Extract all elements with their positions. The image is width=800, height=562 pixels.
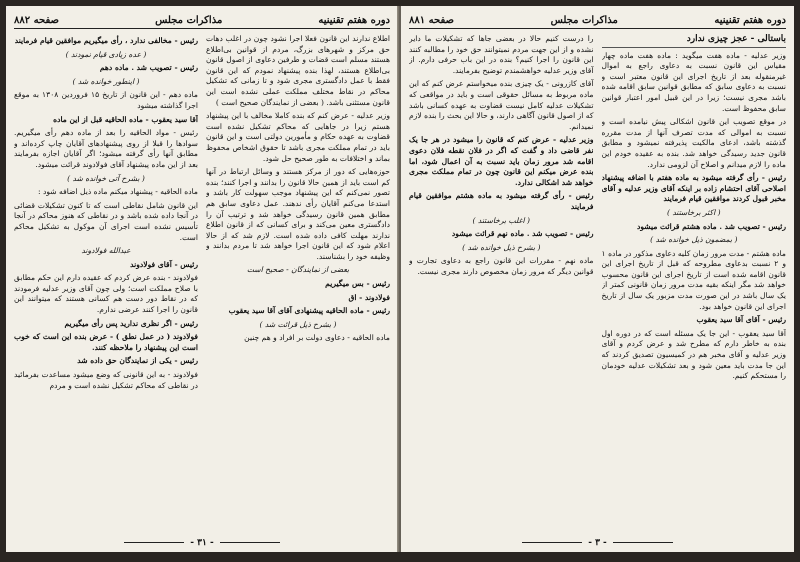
page-number: - ۳۱ -: [6, 538, 398, 548]
text-paragraph: ماده الحاقیه - پیشنهاد میکنم ماده ذیل اضافه شود :: [37, 187, 198, 197]
speaker-paragraph: آقا سید یعقوب - ماده الحاقیه قبل از این ماده: [53, 114, 198, 124]
text-paragraph: رئیس - مواد الحاقیه را بعد از ماده دهم رأی میگیریم. سوادها را قبلا از روی پیشنهادهای آقایان چاپ کرده‌اند و مطابق آنها رأی گرفته میشود؛ اگر آقایان اجازه بفرمایند بعد از این ماده پیشنهاد آقای فولادوند قرائت میشود.: [14, 128, 198, 169]
right-page-header: [409, 12, 786, 29]
text-paragraph: آقای کازرونی - یک چیزی بنده میخواستم عرض کنم که این ماده مربوط به مسائل حقوقی است و باید در مواقعی که تشکیلات عدلیه کامل نیست قضاوت به عهده کسانی باشد که از اصول قانون آگاهی دارند، و حالا این بحث را بنده لازم نمیدانم.: [409, 79, 594, 131]
text-paragraph: ماده الحاقیه - دعاوی دولت بر افراد و هم چنین: [244, 333, 390, 343]
speaker-paragraph: فولادوند ( در عمل نطق ) - عرض بنده این است که خوب است این پیشنهاد را ملاحظه کنند.: [14, 332, 198, 352]
speaker-paragraph: رئیس - مخالفی ندارد ، رأی میگیریم موافقین قیام فرمایند: [14, 36, 198, 45]
text-paragraph: وزیر عدلیه - ماده هفت میگوید : ماده هفت ماده چهار مقیاس این قانون نسبت به دعاوی راجع به اموال غیرمنقوله بعد از تاریخ اجرای این قانون معتبر است و نسبت به دعاوی سابق که مطابق قوانین سابق اقامه شده باشد مجری نیست؛ زیرا در این قبیل امور اعتبار قوانین سابق محفوظ است.: [601, 50, 786, 113]
speaker-paragraph: فولادوند - اق: [348, 292, 390, 302]
text-paragraph: ماده دهم - این قانون از تاریخ ۱۵ فروردین ۱۳۰۸ به موقع اجرا گذاشته میشود: [14, 90, 198, 110]
speaker-paragraph: رئیس - تصویب شد . ماده نهم قرائت میشود: [451, 229, 594, 239]
header-session: دوره هفتم تقنينيه: [318, 14, 390, 26]
speaker-paragraph: رئیس - یکی از نمایندگان حق داده شد: [77, 356, 198, 366]
text-paragraph: آقا سید یعقوب - این جا یک مسئله است که در دوره اول بنده به خاطر دارم که مطرح شد و عرض کردم و آقای وزیر عدلیه و آقای مخبر هم در کمیسیون تصدیق کردند که این جا مدت باید معین شود و بعد تشکیلات عدلیه خودمان را مستحکم کنیم.: [601, 328, 786, 381]
procedural-note: بعضی از نمایندگان - صحیح است: [246, 265, 350, 275]
speaker-paragraph: رئیس - رأی گرفته میشود به ماده هشتم موافقین قیام فرمایند: [409, 191, 594, 211]
procedural-note: ( بمضمون ذیل خوانده شد ): [650, 235, 738, 245]
text-paragraph: ماده نهم - مقررات این قانون راجع به دعاوی تجارت و قوانین دیگر که مرور زمان مخصوص دارند مجری نیست.: [409, 256, 594, 276]
procedural-note: ( اینطور خوانده شد ): [72, 76, 140, 86]
text-paragraph: را درست کنیم حالا در بعضی جاها که تشکیلات ما دایر نشده و از این جهت مردم نمیتوانند حق خود را مطالبه کنند این قانون را اجرا کنیم؟ بنده در این باب حرفی دارم. از آقای وزیر عدلیه خواهشمندم توضیح بفرمایند.: [409, 34, 594, 75]
left-page-header: [14, 12, 390, 29]
procedural-note: ( بشرح ذیل خوانده شد ): [462, 242, 541, 252]
text-paragraph: حوزه‌هایی که دور از مرکز هستند و وسائل ارتباط در آنها کم است باید از همین حالا قانون را بدانند و اجرا کنند؛ بنده تصور نمی‌کنم که این پیشنهاد موجب سهولت کار باشد و استدعا می‌کنم آقایان رأی ندهند. عمل دعاوی سابق هم مطابق همین قانون رسیدگی خواهد شد و ترتیب آن را دادگستری معین می‌کند و برای کسانی که از قانون اطلاع ندارند مهلت کافی داده شده است. لازم شد که از حالا اعلام شود که این قانون اجرا خواهد شد تا مردم بدانند و وظیفه خود را بشناسند.: [206, 167, 390, 261]
speaker-paragraph: وزیر عدلیه - عرض کنم که قانون را میشود در هر جا یک نفر قاضی داد و گفت که اگر در فلان نقطه فلان دعوی اقامه شد مرور زمان باید نسبت به آن اعمال شود، اما بنده عرض میکنم این قانون چون در تمام مملکت مجری خواهد شد اشکالی ندارد.: [409, 135, 594, 187]
text-column: [602, 34, 787, 532]
left-page-columns: [14, 34, 390, 532]
procedural-note: ( بشرح آتی خوانده شد ): [67, 173, 145, 183]
text-paragraph: فولادوند - به این قانونی که وضع میشود مساعدت بفرمائید در نقاطی که محاکم تشکیل نشده است و مردم: [14, 370, 198, 390]
speaker-paragraph: رئیس - تصویب شد . ماده دهم: [99, 63, 198, 73]
text-column: [206, 34, 390, 532]
right-page-columns: [409, 34, 786, 532]
speaker-paragraph: رئیس - بس میگیریم: [325, 279, 390, 289]
procedural-note: عبدالله فولادوند: [81, 246, 131, 256]
procedural-note: ( عده زیادی قیام نمودند ): [65, 49, 147, 59]
header-session: دوره هفتم تقنينيه: [714, 14, 786, 26]
header-page-label: صفحه ۸۸۱: [409, 14, 454, 26]
procedural-note: ( اغلب برخاستند ): [472, 215, 530, 225]
procedural-note: ( اکثر برخاستند ): [666, 207, 721, 217]
text-paragraph: در موقع تصویب این قانون اشکالی پیش نیامده است و نسبت به اموالی که مدت تصرف آنها از مدت مقرره گذشته باشد، ادعای مالکیت پذیرفته نمیشود و مطابق قانون جدید رسیدگی خواهد شد. بنده به عقیده خودم این ماده را لازم میدانم و اصلاح آن لزومی ندارد.: [601, 117, 786, 169]
section-heading: باستالی - عجز چیزی ندارد: [602, 34, 787, 48]
text-column: [14, 34, 198, 532]
speaker-paragraph: رئیس - اگر نظری ندارید پس رأی میگیریم: [64, 318, 198, 328]
text-column: [409, 34, 594, 532]
header-page-label: صفحه ۸۸۲: [14, 14, 59, 26]
speaker-paragraph: رئیس - رأی گرفته میشود به ماده هفتم با اضافه پیشنهاد اصلاحی آقای احتشام زاده بر اینکه آقای وزیر عدلیه و آقای مخبر قبول کردند موافقین قیام فرمایند: [601, 173, 786, 204]
left-page: [6, 6, 399, 552]
speaker-paragraph: رئیس - تصویب شد . ماده هشتم قرائت میشود: [636, 221, 786, 231]
procedural-note: ( بشرح ذیل قرائت شد ): [259, 319, 337, 329]
right-page: [401, 6, 794, 552]
page-number: - ۳ -: [401, 538, 794, 548]
header-title: مذاکرات مجلس: [550, 14, 618, 26]
speaker-paragraph: رئیس - آقای آقا سید یعقوب: [696, 315, 786, 325]
speaker-paragraph: رئیس - ماده الحاقیه پیشنهادی آقای آقا سید یعقوب: [228, 306, 390, 316]
text-paragraph: فولادوند - بنده عرض کردم که عقیده دارم این حکم مطابق با صلاح مملکت است؛ ولی چون آقای وزیر عدلیه فرمودند که در نقاط دور دست هم کسانی هستند که میتوانند این قانون را اجرا کنند عرضی ندارم.: [14, 273, 198, 315]
text-paragraph: وزیر عدلیه - عرض کنم که بنده کاملا مخالف با این پیشنهاد هستم زیرا در جاهایی که محاکم تشکیل نشده است قضاوت به عهده حکام و مأمورین دولتی است و این قانون باید در تمام مملکت مجری باشد تا حقوق اشخاص محفوظ بماند و اختلافات به طور صحیح حل شود.: [206, 111, 390, 163]
text-paragraph: ماده هشتم - مدت مرور زمان کلیه دعاوی مذکور در ماده ۱ و ۲ نسبت بدعاوی مطروحه که قبل از تاریخ اجرای این قانون اقامه شده است از تاریخ اجرای این قانون محسوب خواهد شد مگر اینکه بقیه مدت مرور زمان قانونی کمتر از یک سال باشد در این صورت مدت مزبور یک سال از تاریخ اجرای این قانون خواهد بود.: [601, 248, 786, 311]
speaker-paragraph: رئیس - آقای فولادوند: [130, 259, 198, 269]
text-paragraph: این قانون شامل نقاطی است که تا کنون تشکیلات قضائی در آنجا داده شده باشد و در نقاطی که هنوز محاکم در آنجا تأسیس نشده است اجرای آن موکول به تشکیل محاکم است.: [14, 200, 198, 242]
header-title: مذاکرات مجلس: [155, 14, 223, 26]
text-paragraph: اطلاع ندارند این قانون فعلا اجرا نشود چون در اغلب دهات حق مرکز و شهرهای بزرگ، مردم از قوانین بی‌اطلاع هستند مسلم است قضات و طرفین دعاوی از اصول قانون بی‌اطلاع هستند، لهذا بنده پیشنهاد نمودم که این قانون فقط با عمل دادگستری مجری شود و تا زمانی که تشکیل محاکم در نقاط مختلف مملکت عملی نشده است این قانون مستثنی باشد. ( بعضی از نمایندگان صحیح است ): [206, 34, 390, 107]
